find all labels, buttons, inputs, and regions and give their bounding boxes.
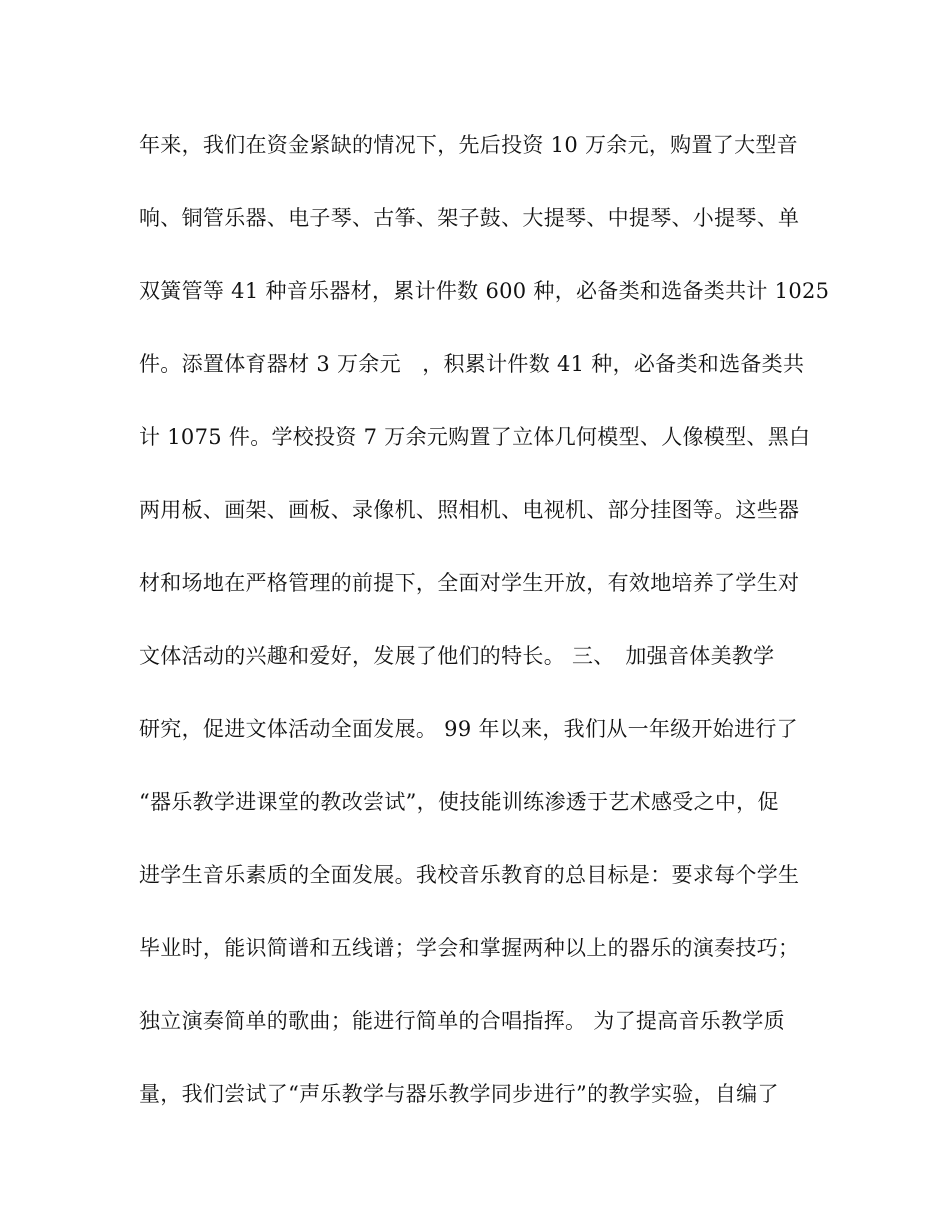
- text-line: 件。添置体育器材 3 万余元 ，积累计件数 41 种，必备类和选备类共: [139, 352, 805, 376]
- text-line: 两用板、画架、画板、录像机、照相机、电视机、部分挂图等。这些器: [139, 498, 800, 522]
- text-line: 双簧管等 41 种音乐器材，累计件数 600 种，必备类和选备类共计 1025: [139, 279, 830, 303]
- text-line: 年来，我们在资金紧缺的情况下，先后投资 10 万余元，购置了大型音: [139, 133, 798, 157]
- text-line: 文体活动的兴趣和爱好，发展了他们的特长。 三、 加强音体美教学: [139, 644, 775, 668]
- text-line: 材和场地在严格管理的前提下，全面对学生开放，有效地培养了学生对: [139, 571, 800, 595]
- text-line: 响、铜管乐器、电子琴、古筝、架子鼓、大提琴、中提琴、小提琴、单: [139, 206, 800, 230]
- body-text: [139, 123, 830, 1145]
- text-line: 进学生音乐素质的全面发展。我校音乐教育的总目标是：要求每个学生: [139, 863, 800, 887]
- text-line: “器乐教学进课堂的教改尝试”，使技能训练渗透于艺术感受之中，促: [139, 790, 779, 814]
- text-line: 量，我们尝试了“声乐教学与器乐教学同步进行”的教学实验，自编了: [139, 1082, 779, 1106]
- text-line: 毕业时，能识简谱和五线谱；学会和掌握两种以上的器乐的演奏技巧；: [139, 936, 800, 960]
- text-line: 计 1075 件。学校投资 7 万余元购置了立体几何模型、人像模型、黑白: [139, 425, 811, 449]
- text-line: 独立演奏简单的歌曲；能进行简单的合唱指挥。 为了提高音乐教学质: [139, 1009, 785, 1033]
- text-line: 研究，促进文体活动全面发展。 99 年以来，我们从一年级开始进行了: [139, 717, 798, 741]
